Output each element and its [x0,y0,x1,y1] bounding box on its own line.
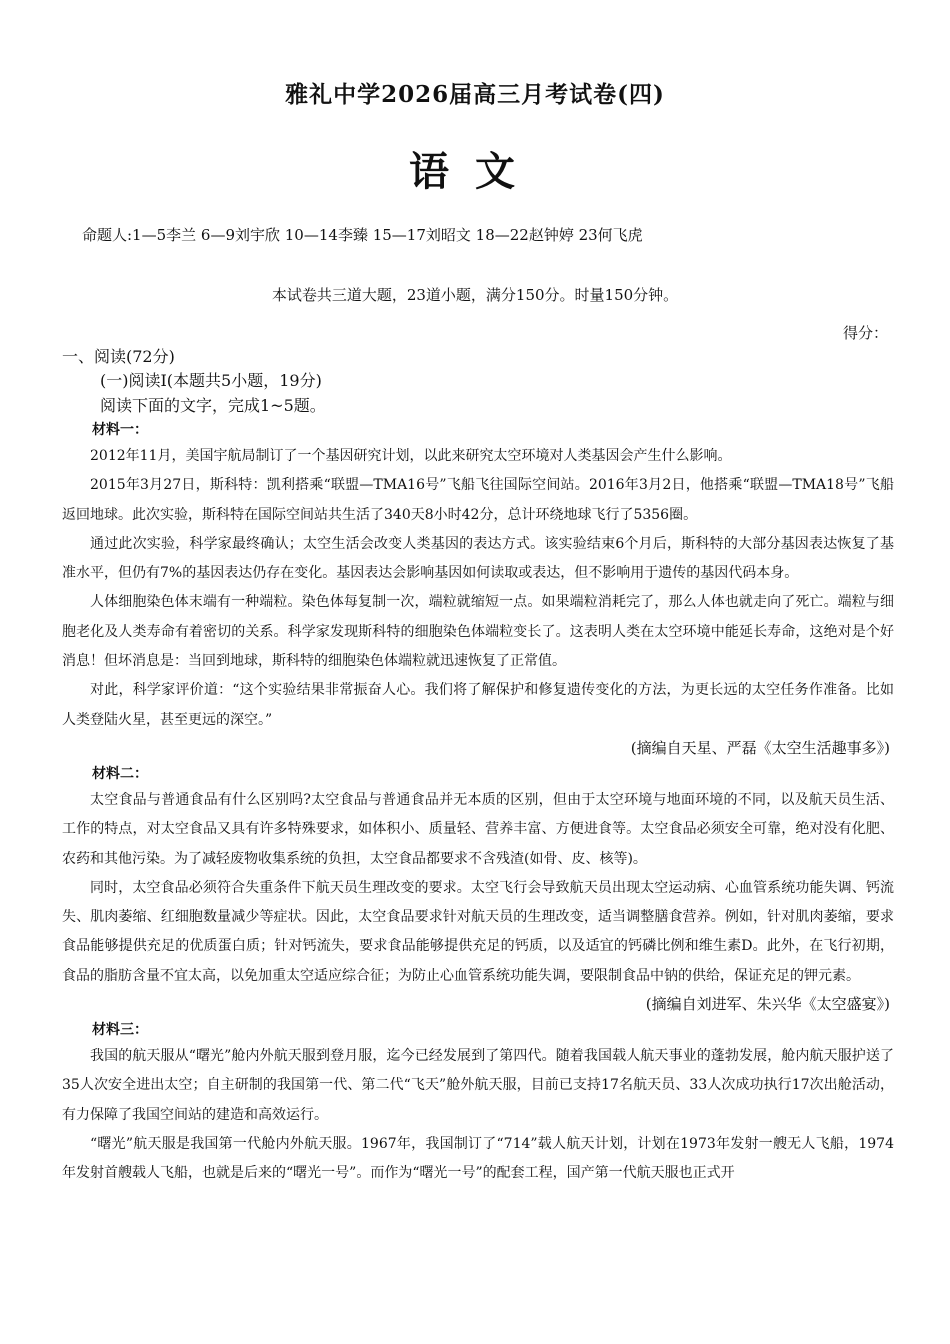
material-paragraph: 2012年11月，美国宇航局制订了一个基因研究计划，以此来研究太空环境对人类基因会产生什么影响。 [90,448,732,464]
exam-title: 雅礼中学2026届高三月考试卷(四) [285,81,665,108]
section-title: 一、阅读(72分) [62,347,175,366]
exam-note: 本试卷共三道大题，23道小题，满分150分。时量150分钟。 [271,286,679,304]
subject-title: 语文 [409,148,541,195]
material-paragraph: 通过此次实验，科学家最终确认；太空生活会改变人类基因的表达方式。该实验结束6个月后，斯科特的大部分基因表达恢复了基准水平，但仍有7%的基因表达仍存在变化。基因表达会影响基因如何读取或表达，但不影响用于遗传的基因代码本身。 [62,535,894,582]
material-paragraph: 我国的航天服从“曙光”舱内外航天服到登月服，迄今已经发展到了第四代。随着我国载人航天事业的蓬勃发展，舱内航天服护送了35人次安全进出太空；自主研制的我国第一代、第二代“飞天”舱外航天服，目前已支持17名航天员、33人次成功执行17次出舱活动，有力保障了我国空间站的建造和高效运行。 [62,1048,894,1123]
reading-materials [62,418,894,1189]
score-label: 得分： [842,324,888,342]
material-paragraph: 对此，科学家评价道：“这个实验结果非常振奋人心。我们将了解保护和修复遗传变化的方法，为更长远的太空任务作准备。比如人类登陆火星，甚至更远的深空。” [62,682,894,728]
material-heading: 材料三： [92,1022,148,1039]
material-paragraph: 人体细胞染色体末端有一种端粒。染色体每复制一次，端粒就缩短一点。如果端粒消耗完了，那么人体也就走向了死亡。端粒与细胞老化及人类寿命有着密切的关系。科学家发现斯科特的细胞染色体端粒变长了。这表明人类在太空环境中能延长寿命，这绝对是个好消息！但坏消息是：当回到地球，斯科特的细胞染色体端粒就迅速恢复了正常值。 [62,594,894,670]
material-paragraph: 同时，太空食品必须符合失重条件下航天员生理改变的要求。太空飞行会导致航天员出现太空运动病、心血管系统功能失调、钙流失、肌肉萎缩、红细胞数量减少等症状。因此，太空食品要求针对航天员的生理改变，适当调整膳食营养。例如，针对肌肉萎缩，要求食品能够提供充足的优质蛋白质；针对钙流失，要求食品能够提供充足的钙质，以及适宜的钙磷比例和维生素D。此外，在飞行初期，食品的脂肪含量不宜太高，以免加重太空适应综合征；为防止心血管系统功能失调，要限制食品中钠的供给，保证充足的钾元素。 [62,879,894,984]
material-heading: 材料一： [92,422,148,438]
section-instruction: 阅读下面的文字，完成1~5题。 [100,396,326,415]
material-source: (摘编自刘进军、朱兴华《太空盛宴》) [645,995,890,1014]
authors-line: 命题人:1—5李兰 6—9刘宇欣 10—14李臻 15—17刘昭文 18—22赵钟婷 23何飞虎 [82,226,643,244]
material-paragraph: “曙光”航天服是我国第一代舱内外航天服。1967年，我国制订了“714”载人航天计划，计划在1973年发射一艘无人飞船，1974年发射首艘载人飞船，也就是后来的“曙光一号”。而作为“曙光一号”的配套工程，国产第一代航天服也正式开 [62,1135,894,1182]
material-paragraph: 太空食品与普通食品有什么区别吗?太空食品与普通食品并无本质的区别，但由于太空环境与地面环境的不同，以及航天员生活、工作的特点，对太空食品又具有许多特殊要求，如体积小、质量轻、营养丰富、方便进食等。太空食品必须安全可靠，绝对没有化肥、农药和其他污染。为了减轻废物收集系统的负担，太空食品都要求不含残渣(如骨、皮、核等)。 [62,791,894,867]
material-heading: 材料二： [92,765,148,782]
material-paragraph: 2015年3月27日，斯科特：凯利搭乘“联盟—TMA16号”飞船飞往国际空间站。2016年3月2日，他搭乘“联盟—TMA18号”飞船返回地球。此次实验，斯科特在国际空间站共生活了340天8小时42分，总计环绕地球飞行了5356圈。 [62,477,894,523]
material-source: (摘编自天星、严磊《太空生活趣事多》) [630,738,890,757]
section-subtitle: (一)阅读Ⅰ(本题共5小题，19分) [100,371,322,390]
